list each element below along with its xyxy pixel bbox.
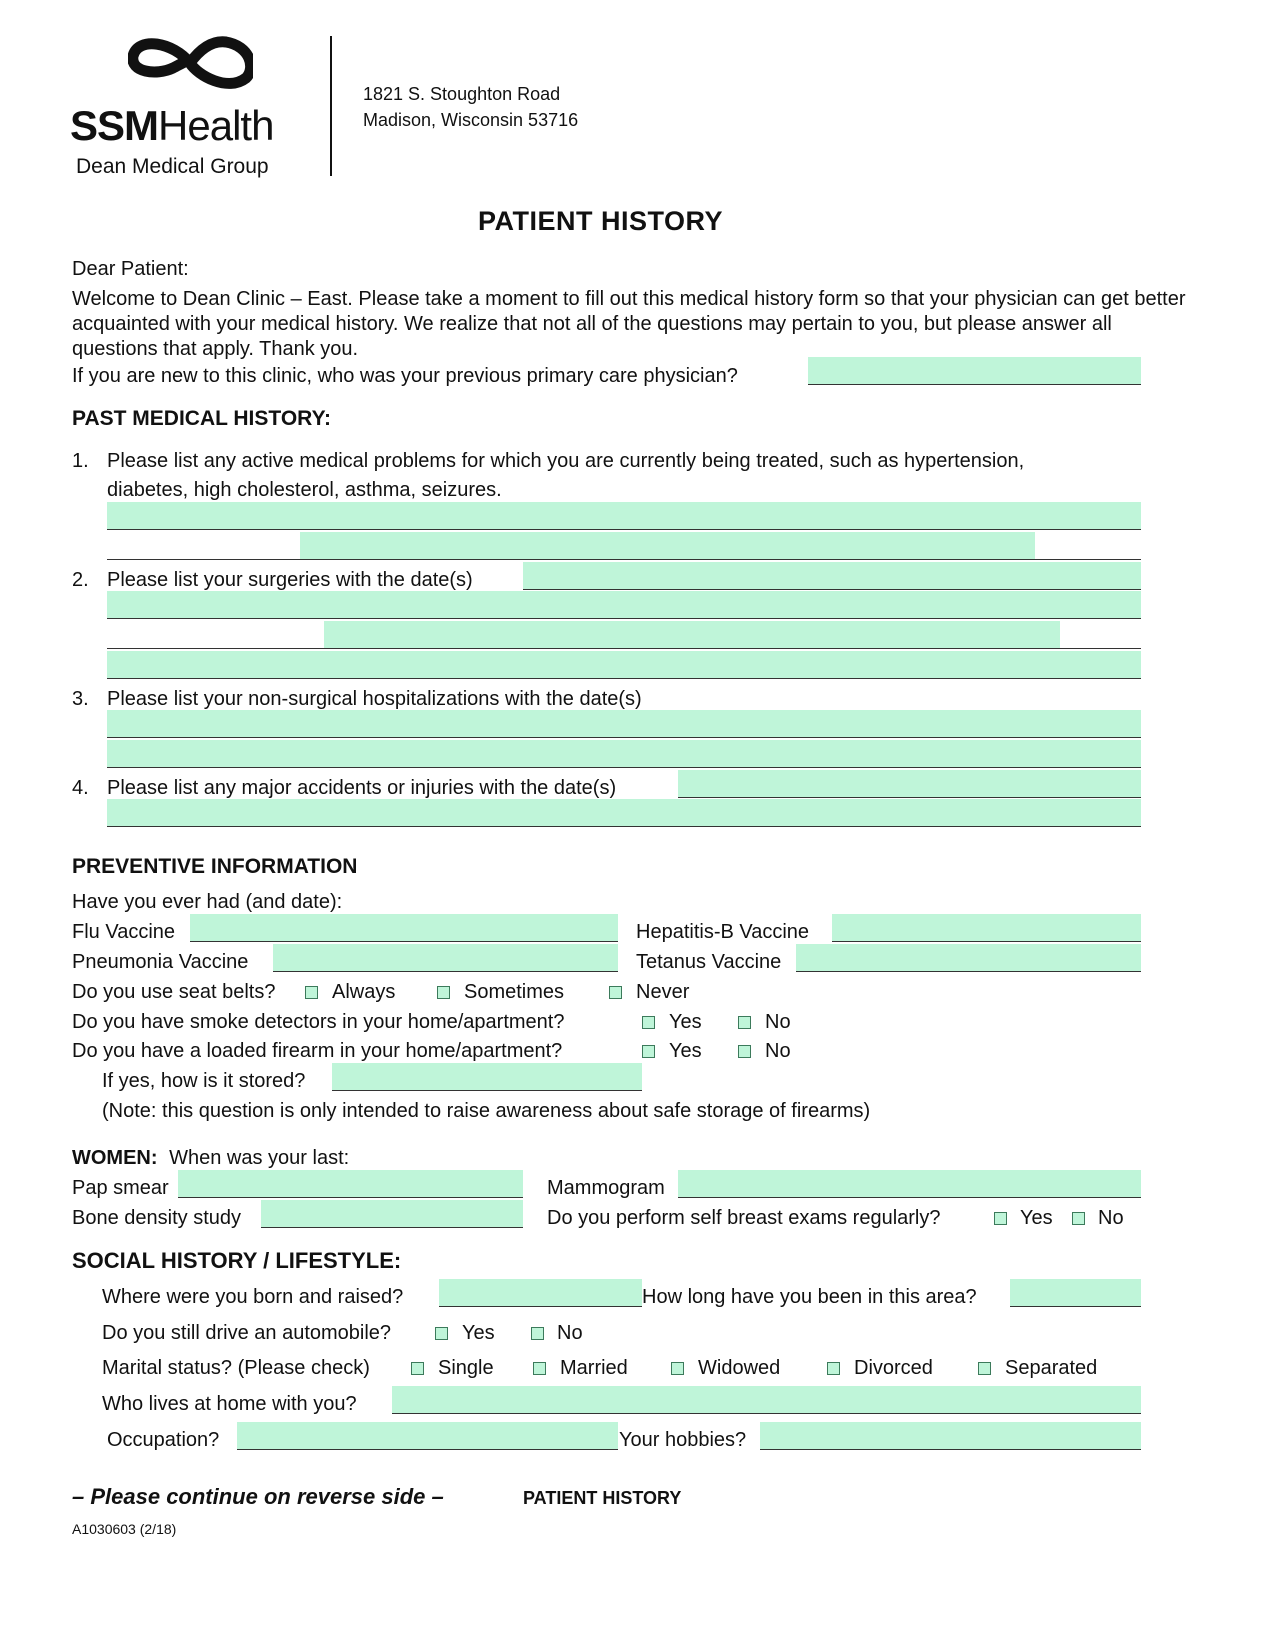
q4-answer-line-2[interactable] (107, 799, 1141, 827)
brand-logo-bold: SSM (70, 102, 159, 149)
seatbelts-sometimes-label: Sometimes (464, 981, 565, 1003)
seatbelts-never-checkbox[interactable] (609, 986, 622, 999)
q3-number: 3. (72, 688, 89, 710)
marital-divorced-checkbox[interactable] (827, 1362, 840, 1375)
seatbelts-question: Do you use seat belts? (72, 981, 276, 1003)
hobbies-field[interactable] (760, 1422, 1141, 1450)
continue-reverse-note: – Please continue on reverse side – (72, 1484, 444, 1509)
smoke-no-label: No (765, 1011, 791, 1033)
form-code: A1030603 (2/18) (72, 1521, 177, 1537)
marital-question: Marital status? (Please check) (102, 1357, 370, 1379)
q2-answer-line-4[interactable] (107, 651, 1141, 679)
seatbelts-always-checkbox[interactable] (305, 986, 318, 999)
q4-text: Please list any major accidents or injuries with the date(s) (107, 777, 617, 799)
pmh-heading: PAST MEDICAL HISTORY: (72, 407, 332, 430)
q1-answer-line-1[interactable] (107, 502, 1141, 530)
occupation-question: Occupation? (107, 1429, 220, 1451)
bone-density-field[interactable] (261, 1200, 523, 1228)
pneumonia-vaccine-label: Pneumonia Vaccine (72, 951, 249, 973)
prev-physician-label: If you are new to this clinic, who was your previous primary care physician? (72, 365, 738, 387)
lives-with-field[interactable] (392, 1386, 1141, 1414)
pneumonia-vaccine-field[interactable] (273, 944, 618, 972)
pap-smear-field[interactable] (178, 1170, 523, 1198)
header-divider (330, 36, 332, 176)
pap-smear-label: Pap smear (72, 1177, 169, 1199)
q4-number: 4. (72, 777, 89, 799)
preventive-heading: PREVENTIVE INFORMATION (72, 855, 358, 878)
bone-density-label: Bone density study (72, 1207, 241, 1229)
tetanus-vaccine-field[interactable] (796, 944, 1141, 972)
marital-divorced-label: Divorced (854, 1357, 933, 1379)
q2-number: 2. (72, 569, 89, 591)
women-intro: When was your last: (169, 1147, 350, 1169)
seatbelts-never-label: Never (636, 981, 690, 1003)
brand-logo-text (70, 102, 273, 150)
social-heading: SOCIAL HISTORY / LIFESTYLE: (72, 1248, 402, 1273)
q2-answer-line-2[interactable] (107, 591, 1141, 619)
hobbies-question: Your hobbies? (619, 1429, 747, 1451)
page-title: PATIENT HISTORY (478, 206, 724, 236)
q2-answer-line-3-fill[interactable] (324, 621, 1060, 649)
tetanus-vaccine-label: Tetanus Vaccine (636, 951, 782, 973)
firearm-yes-label: Yes (669, 1040, 702, 1062)
marital-widowed-checkbox[interactable] (671, 1362, 684, 1375)
drive-yes-label: Yes (462, 1322, 495, 1344)
q1-text-2: diabetes, high cholesterol, asthma, seizures. (107, 479, 502, 501)
breast-exam-no-checkbox[interactable] (1072, 1212, 1085, 1225)
seatbelts-always-label: Always (332, 981, 396, 1003)
marital-married-label: Married (560, 1357, 628, 1379)
q3-text: Please list your non-surgical hospitalizations with the date(s) (107, 688, 642, 710)
firearm-note: (Note: this question is only intended to raise awareness about safe storage of firearms) (102, 1100, 871, 1122)
drive-yes-checkbox[interactable] (435, 1327, 448, 1340)
mammogram-field[interactable] (678, 1170, 1141, 1198)
marital-single-label: Single (438, 1357, 494, 1379)
q2-answer-line-1[interactable] (523, 562, 1141, 590)
breast-exam-question: Do you perform self breast exams regularly? (547, 1207, 941, 1229)
firearm-question: Do you have a loaded firearm in your home/apartment? (72, 1040, 563, 1062)
lives-with-question: Who lives at home with you? (102, 1393, 357, 1415)
area-duration-question: How long have you been in this area? (642, 1286, 977, 1308)
smoke-no-checkbox[interactable] (738, 1016, 751, 1029)
marital-single-checkbox[interactable] (411, 1362, 424, 1375)
firearm-no-label: No (765, 1040, 791, 1062)
q1-text: Please list any active medical problems for which you are currently being treated, such as hypertension, (107, 450, 1025, 472)
q3-answer-line-2[interactable] (107, 740, 1141, 768)
q3-answer-line-1[interactable] (107, 710, 1141, 738)
drive-no-checkbox[interactable] (531, 1327, 544, 1340)
smoke-detectors-question: Do you have smoke detectors in your home/apartment? (72, 1011, 565, 1033)
firearm-yes-checkbox[interactable] (642, 1045, 655, 1058)
breast-exam-yes-checkbox[interactable] (994, 1212, 1007, 1225)
smoke-yes-label: Yes (669, 1011, 702, 1033)
brand-logo-light: Health (158, 102, 274, 149)
drive-no-label: No (557, 1322, 583, 1344)
firearm-stored-question: If yes, how is it stored? (102, 1070, 306, 1092)
marital-married-checkbox[interactable] (533, 1362, 546, 1375)
hepb-vaccine-field[interactable] (832, 914, 1141, 942)
brand-logo-subtitle: Dean Medical Group (76, 155, 269, 178)
marital-widowed-label: Widowed (698, 1357, 781, 1379)
footer-title: PATIENT HISTORY (523, 1488, 682, 1508)
breast-exam-yes-label: Yes (1020, 1207, 1053, 1229)
women-heading-row (72, 1147, 349, 1170)
born-raised-field[interactable] (439, 1279, 642, 1307)
women-heading: WOMEN: (72, 1147, 158, 1169)
marital-separated-label: Separated (1005, 1357, 1098, 1379)
flu-vaccine-field[interactable] (190, 914, 618, 942)
smoke-yes-checkbox[interactable] (642, 1016, 655, 1029)
preventive-intro: Have you ever had (and date): (72, 891, 343, 913)
q1-number: 1. (72, 450, 89, 472)
marital-separated-checkbox[interactable] (978, 1362, 991, 1375)
occupation-field[interactable] (237, 1422, 618, 1450)
mammogram-label: Mammogram (547, 1177, 665, 1199)
breast-exam-no-label: No (1098, 1207, 1124, 1229)
drive-question: Do you still drive an automobile? (102, 1322, 392, 1344)
q4-answer-line-1[interactable] (678, 770, 1141, 798)
born-raised-question: Where were you born and raised? (102, 1286, 404, 1308)
address-line-1: 1821 S. Stoughton Road (363, 84, 561, 104)
firearm-no-checkbox[interactable] (738, 1045, 751, 1058)
prev-physician-field[interactable] (808, 357, 1141, 385)
area-duration-field[interactable] (1010, 1279, 1141, 1307)
firearm-stored-field[interactable] (332, 1063, 642, 1091)
q1-answer-line-2-fill[interactable] (300, 532, 1035, 560)
flu-vaccine-label: Flu Vaccine (72, 921, 176, 943)
greeting: Dear Patient: (72, 258, 189, 280)
ssm-infinity-logo-icon (128, 34, 253, 92)
q2-text: Please list your surgeries with the date(s) (107, 569, 473, 591)
intro-paragraph: Welcome to Dean Clinic – East. Please take a moment to fill out this medical history form so that your physician can get better acquainted with your medical history. We realize that not all of the questions may pertain to you, but please answer all questions that apply. Thank you. (72, 288, 1186, 360)
hepb-vaccine-label: Hepatitis-B Vaccine (636, 921, 810, 943)
address-line-2: Madison, Wisconsin 53716 (363, 110, 579, 130)
seatbelts-sometimes-checkbox[interactable] (437, 986, 450, 999)
